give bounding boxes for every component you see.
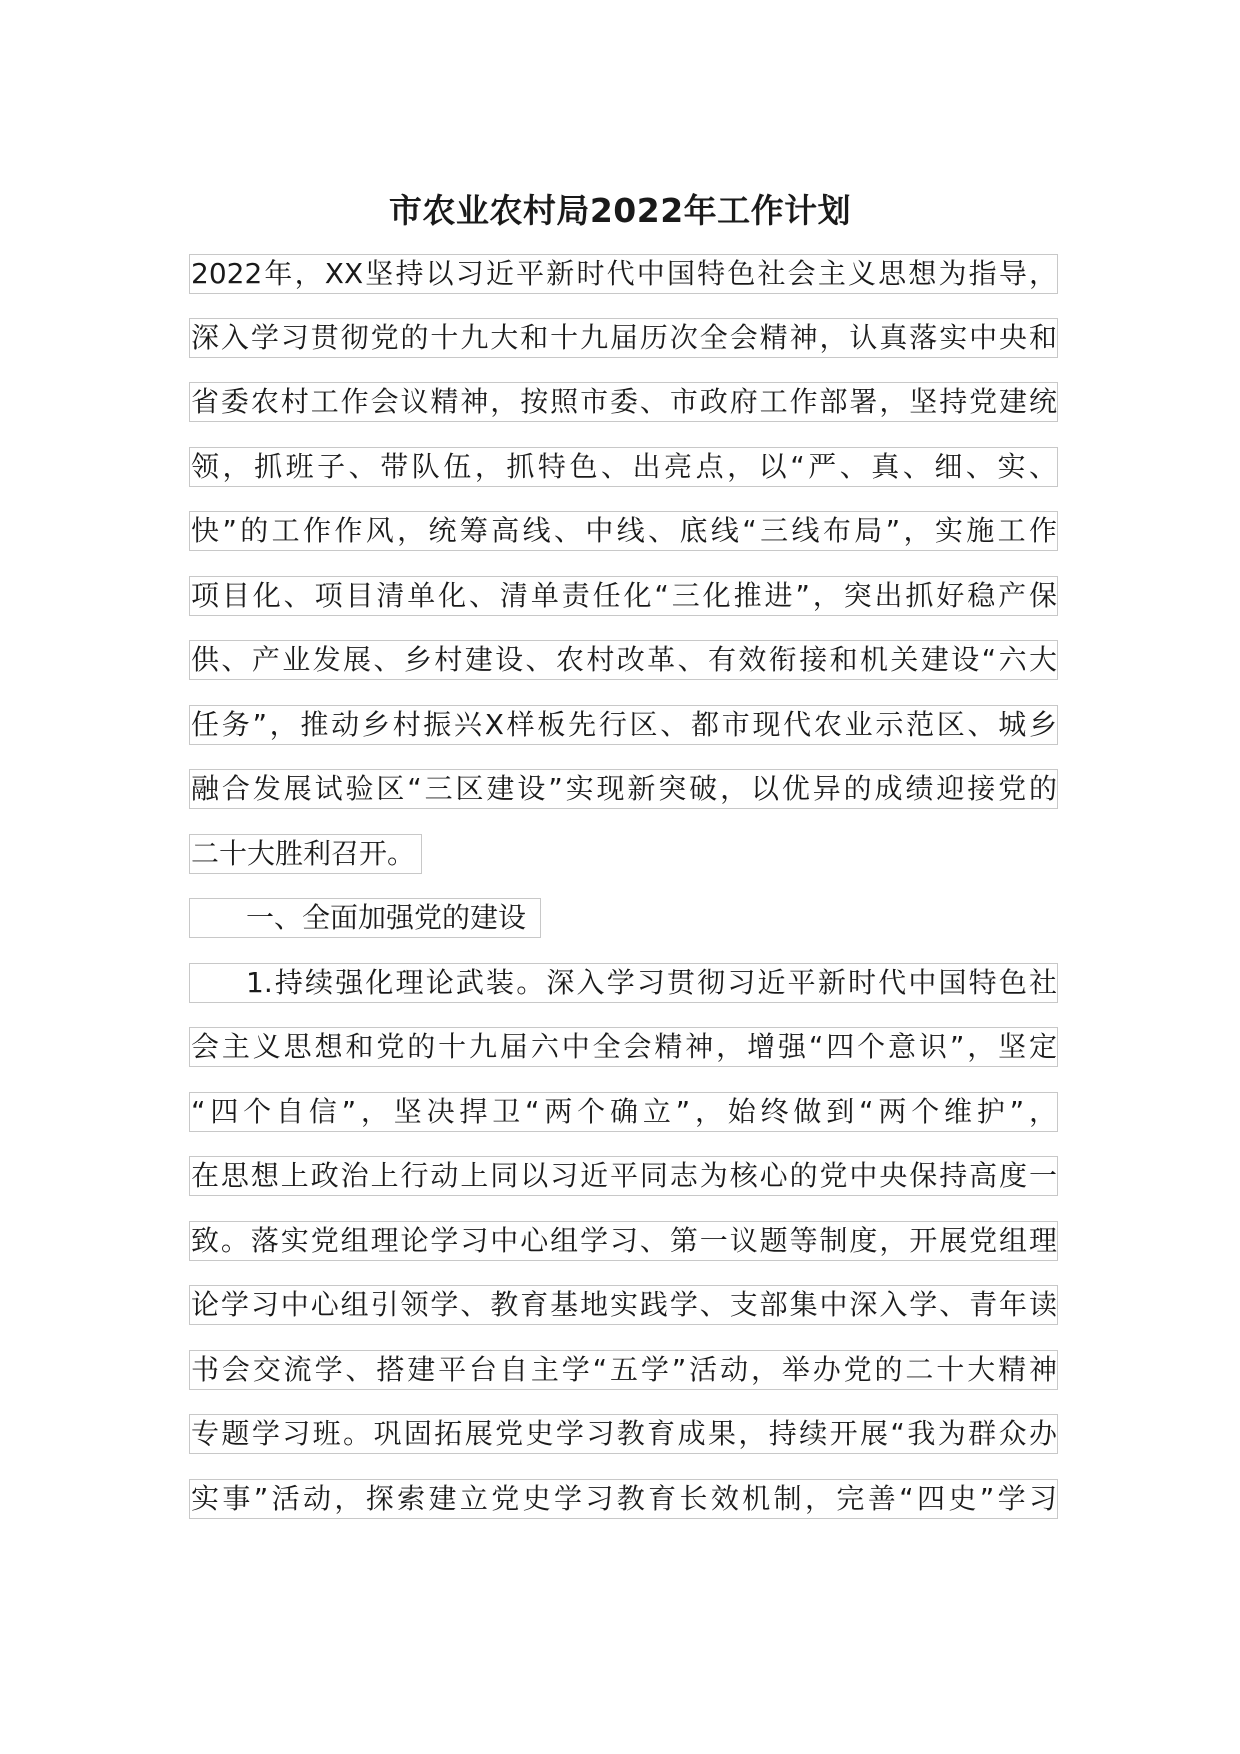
paragraph-line: “四个自信”，坚决捍卫“两个确立”，始终做到“两个维护”，	[189, 1092, 1058, 1132]
paragraph-line: 专题学习班。巩固拓展党史学习教育成果，持续开展“我为群众办	[189, 1414, 1058, 1454]
paragraph-line: 论学习中心组引领学、教育基地实践学、支部集中深入学、青年读	[189, 1285, 1058, 1325]
paragraph-line: 深入学习贯彻党的十九大和十九届历次全会精神，认真落实中央和	[189, 318, 1058, 358]
paragraph-line: 致。落实党组理论学习中心组学习、第一议题等制度，开展党组理	[189, 1221, 1058, 1261]
paragraph-line: 二十大胜利召开。	[189, 834, 422, 874]
paragraph-line: 快”的工作作风，统筹高线、中线、底线“三线布局”，实施工作	[189, 511, 1058, 551]
paragraph-line: 融合发展试验区“三区建设”实现新突破，以优异的成绩迎接党的	[189, 769, 1058, 809]
section-heading: 一、全面加强党的建设	[189, 898, 541, 938]
paragraph-line: 会主义思想和党的十九届六中全会精神，增强“四个意识”，坚定	[189, 1027, 1058, 1067]
paragraph-line: 1.持续强化理论武装。深入学习贯彻习近平新时代中国特色社	[189, 963, 1058, 1003]
document-title: 市农业农村局2022年工作计划	[388, 191, 852, 230]
paragraph-line: 在思想上政治上行动上同以习近平同志为核心的党中央保持高度一	[189, 1156, 1058, 1196]
paragraph-line: 任务”，推动乡村振兴X样板先行区、都市现代农业示范区、城乡	[189, 705, 1058, 745]
paragraph-line: 书会交流学、搭建平台自主学“五学”活动，举办党的二十大精神	[189, 1350, 1058, 1390]
paragraph-line: 2022年，XX坚持以习近平新时代中国特色社会主义思想为指导，	[189, 254, 1058, 294]
paragraph-line: 领，抓班子、带队伍，抓特色、出亮点，以“严、真、细、实、	[189, 447, 1058, 487]
paragraph-line: 项目化、项目清单化、清单责任化“三化推进”，突出抓好稳产保	[189, 576, 1058, 616]
paragraph-line: 实事”活动，探索建立党史学习教育长效机制，完善“四史”学习	[189, 1479, 1058, 1519]
paragraph-line: 供、产业发展、乡村建设、农村改革、有效衔接和机关建设“六大	[189, 640, 1058, 680]
paragraph-line: 省委农村工作会议精神，按照市委、市政府工作部署，坚持党建统	[189, 382, 1058, 422]
